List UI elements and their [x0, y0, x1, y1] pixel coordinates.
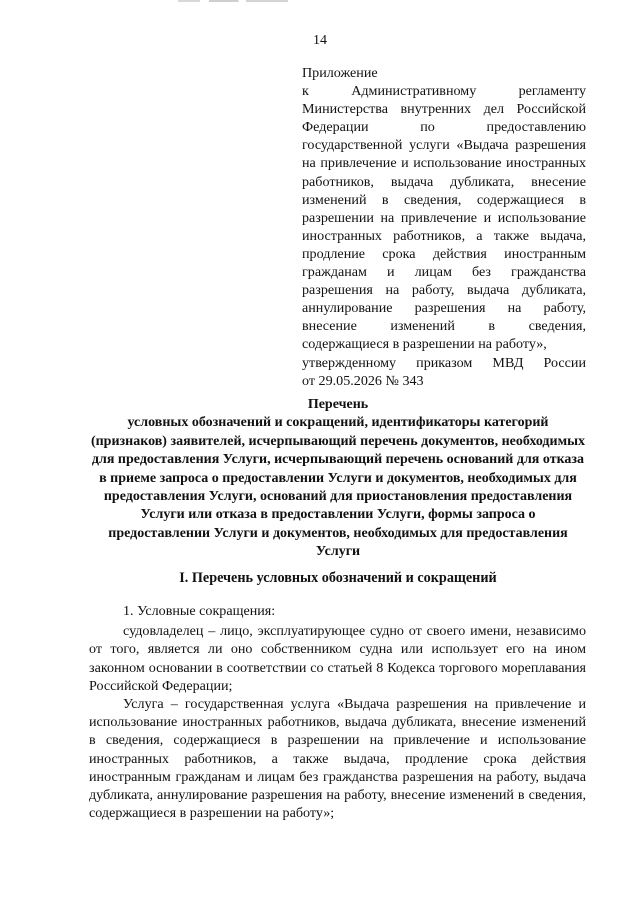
appendix-approval: утвержденному приказом МВД России	[302, 354, 586, 371]
definition-shipowner: судовладелец – лицо, эксплуатирующее судно от своего имени, независимо от того, является ли оно собственником судна или использует его на ином законном основании в соответствии со статьей 8 Кодекса торгового мореплавания Российской Федерации;	[89, 623, 586, 694]
title-heading: Перечень	[307, 397, 369, 412]
document-title	[88, 396, 588, 562]
appendix-date: от 29.05.2026 № 343	[302, 372, 424, 389]
scan-edge-marks	[178, 0, 288, 2]
definition-service: Услуга – государственная услуга «Выдача разрешения на привлечение и использование иностранных работников, выдача дубликата, внесение изменений в сведения, содержащиеся в разрешении на привлечение и использование иностранных работников, а также выдача, продление срока действия иностранным гражданам и лицам без гражданства разрешения на работу, выдача дубликата, аннулирование разрешения на работу, внесение изменений в сведения, содержащиеся в разрешении на работу»;	[89, 696, 586, 822]
appendix-heading: Приложение	[302, 65, 378, 81]
section-heading: I. Перечень условных обозначений и сокращений	[179, 570, 497, 586]
appendix-body: к Административному регламенту Министерства внутренних дел Российской Федерации по предоставлению государственной услуги «Выдача разрешения на привлечение и использование иностранных работников, выдача дубликата, внесение изменений в сведения, содержащиеся в разрешении на привлечение и использование иностранных работников, а также выдача, продление срока действия иностранным гражданам и лицам без гражданства разрешения на работу, выдача дубликата, аннулирование разрешения на работу, внесение изменений в сведения, содержащиеся в разрешении на работу»,	[302, 83, 586, 353]
page-number: 14	[313, 33, 327, 48]
title-body: условных обозначений и сокращений, идентификаторы категорий (признаков) заявителей, исчерпывающий перечень документов, необходимых для предоставления Услуги, исчерпывающий перечень оснований для отказа в приеме запроса о предоставлении Услуги и документов, необходимых для предоставления Услуги, оснований для приостановления предоставления Услуги или отказа в предоставлении Услуги, формы запроса о предоставлении Услуги и документов, необходимых для предоставления Услуги	[90, 415, 586, 560]
appendix-block	[302, 64, 586, 390]
subheading: 1. Условные сокращения:	[123, 603, 276, 619]
body-text	[89, 602, 586, 822]
